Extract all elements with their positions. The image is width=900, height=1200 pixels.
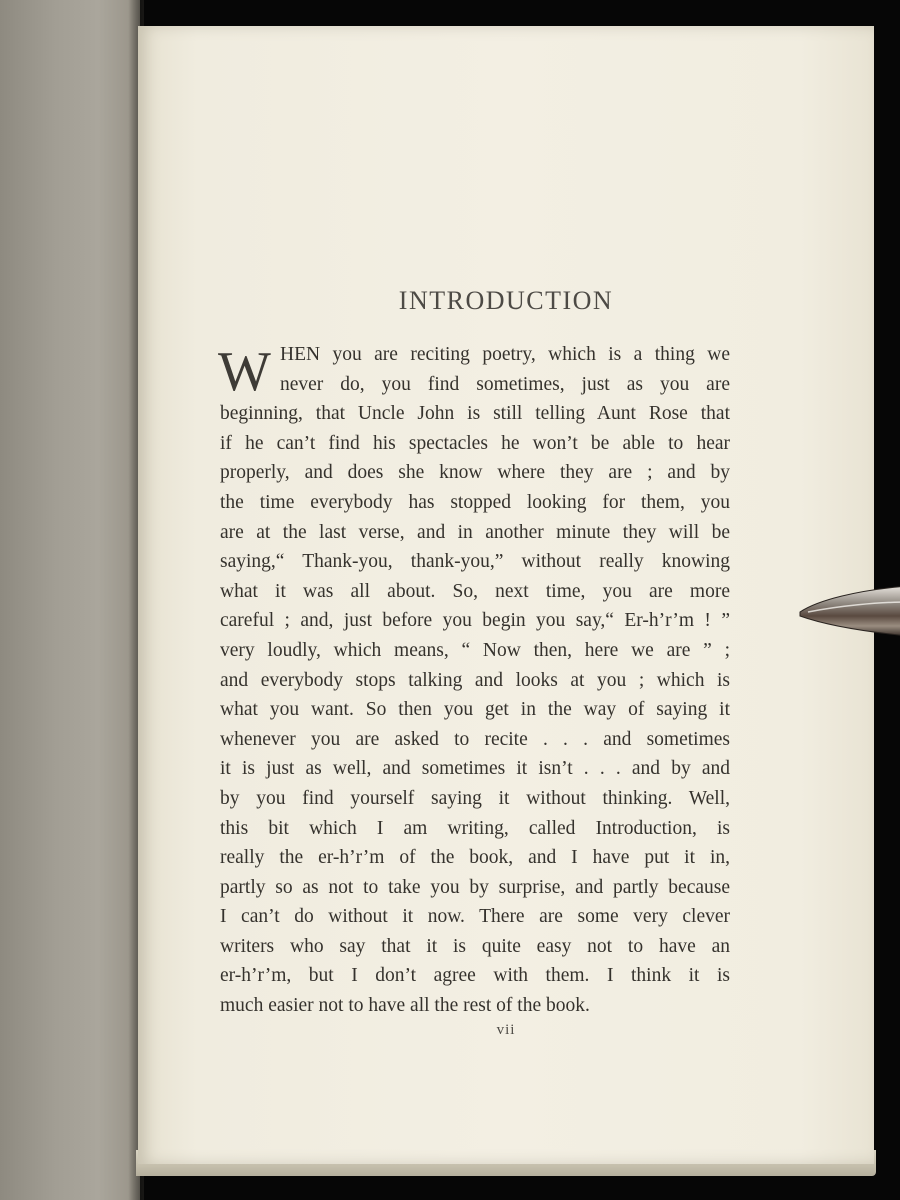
text-line: really the er-h’r’m of the book, and I have put it in, xyxy=(220,847,730,869)
text-line: partly so as not to take you by surprise, and partly because xyxy=(220,876,730,898)
text-line: properly, and does she know where they are ; and by xyxy=(220,462,730,484)
text-line: saying,“ Thank-you, thank-you,” without really knowing xyxy=(220,551,730,573)
text-line: and everybody stops talking and looks at you ; which is xyxy=(220,669,730,691)
text-line: this bit which I am writing, called Introduction, is xyxy=(220,817,730,839)
text-line: writers who say that it is quite easy not to have an xyxy=(220,935,730,957)
text-line: much easier not to have all the rest of the book. xyxy=(220,995,590,1017)
text-line: beginning, that Uncle John is still telling Aunt Rose that xyxy=(220,403,730,425)
introduction-text xyxy=(220,340,730,1021)
text-line: what you want. So then you get in the way of saying it xyxy=(220,699,730,721)
text-line: I can’t do without it now. There are some very clever xyxy=(220,906,730,928)
drop-cap: W xyxy=(218,341,271,403)
text-line: what it was all about. So, next time, you are more xyxy=(220,580,730,602)
facing-page xyxy=(0,0,140,1200)
text-line: by you find yourself saying it without thinking. Well, xyxy=(220,787,730,809)
text-line: the time everybody has stopped looking for them, you xyxy=(220,491,730,513)
metal-pointer xyxy=(798,586,900,640)
text-line: are at the last verse, and in another minute they will be xyxy=(220,521,730,543)
text-line: HEN you are reciting poetry, which is a thing we xyxy=(280,344,730,365)
text-line: if he can’t find his spectacles he won’t be able to hear xyxy=(220,432,730,454)
text-line: whenever you are asked to recite . . . and sometimes xyxy=(220,728,730,750)
book-page xyxy=(138,26,874,1164)
text-line: never do, you find sometimes, just as you are xyxy=(280,373,730,395)
text-line: er-h’r’m, but I don’t agree with them. I think it is xyxy=(220,965,730,987)
page-title: INTRODUCTION xyxy=(398,286,614,315)
text-line: very loudly, which means, “ Now then, here we are ” ; xyxy=(220,639,730,661)
page-number: vii xyxy=(496,1022,516,1038)
text-line: it is just as well, and sometimes it isn’t . . . and by and xyxy=(220,758,730,780)
text-line: careful ; and, just before you begin you say,“ Er-h’r’m ! ” xyxy=(220,610,730,632)
